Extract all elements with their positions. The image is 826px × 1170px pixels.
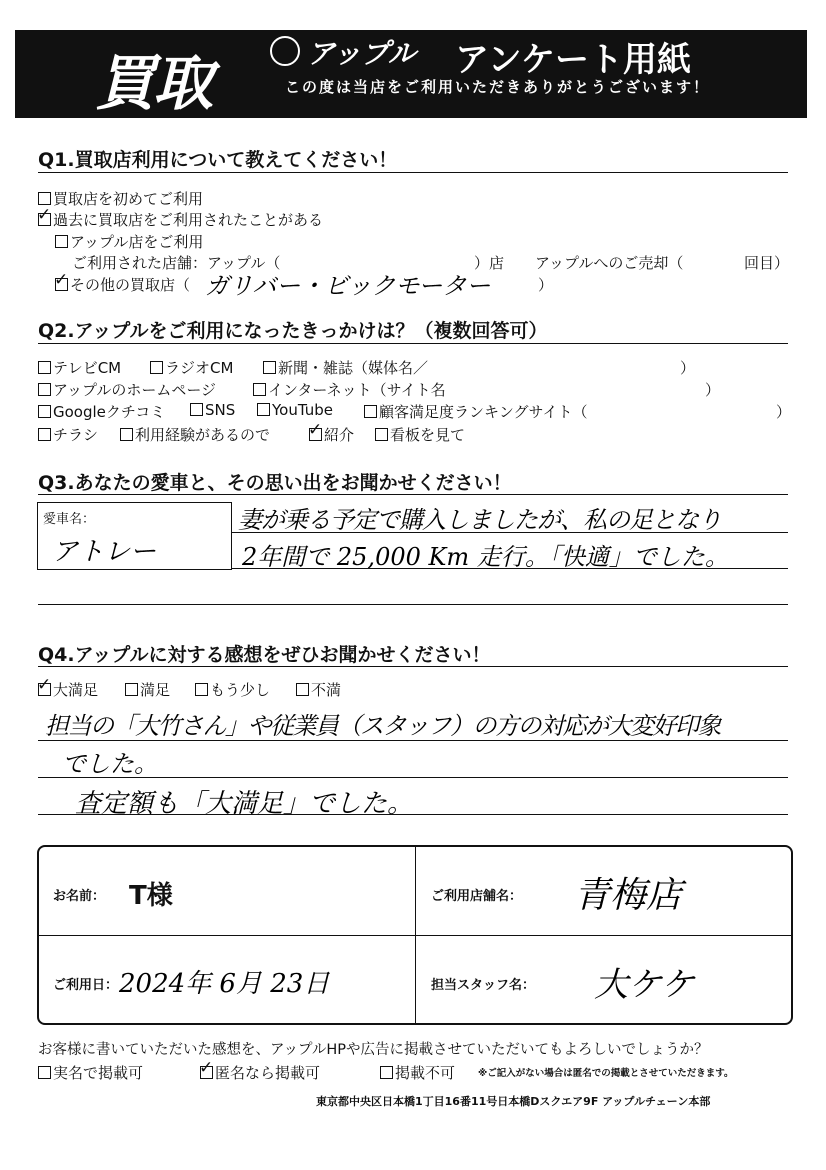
q3-write-line <box>38 604 788 605</box>
q2-option-internet[interactable]: インターネット（サイト名 <box>253 379 446 400</box>
q4-comment-line3: 査定額も「大満足」でした。 <box>75 789 414 819</box>
q3-rule <box>38 494 788 495</box>
apple-logo-icon <box>270 36 300 66</box>
customer-info-box <box>37 845 793 1025</box>
checkbox[interactable] <box>55 235 68 248</box>
q2-option-tv-cm[interactable]: テレビCM <box>38 357 121 378</box>
q4-write-line <box>38 777 788 778</box>
checkbox[interactable] <box>195 683 208 696</box>
q2-row1-close: ） <box>680 359 696 377</box>
q4-write-line <box>38 814 788 815</box>
q4-rule <box>38 666 788 667</box>
q1-option-apple-store[interactable]: アップル店をご利用 <box>55 231 203 252</box>
q1-visits-label: アップルへのご売却（ <box>535 254 684 272</box>
checkbox[interactable] <box>125 683 138 696</box>
consent-option-real-name[interactable]: 実名で掲載可 <box>38 1062 143 1083</box>
checkbox[interactable] <box>120 428 133 441</box>
q2-heading: Q2.アップルをご利用になったきっかけは？（複数回答可） <box>38 320 548 342</box>
q4-write-line <box>38 740 788 741</box>
q1-visits-suffix: 回目） <box>744 254 790 272</box>
q1-option-used-before[interactable]: ✓過去に買取店をご利用されたことがある <box>38 209 323 230</box>
q2-option-experience[interactable]: 利用経験があるので <box>120 424 270 445</box>
q4-comment-line2: でした。 <box>62 750 158 778</box>
q2-option-ranking[interactable]: 顧客満足度ランキングサイト（ <box>364 401 588 422</box>
info-divider <box>39 935 791 936</box>
q1-other-close: ） <box>538 276 554 294</box>
checkbox-checked[interactable] <box>38 683 51 696</box>
header-banner <box>15 30 807 118</box>
checkbox[interactable] <box>38 361 51 374</box>
checkbox-checked[interactable] <box>55 278 68 291</box>
q1-option-first-time[interactable]: 買取店を初めてご利用 <box>38 188 203 209</box>
q3-heading: Q3.あなたの愛車と、その思い出をお聞かせください！ <box>38 472 512 494</box>
q3-write-line <box>232 568 788 569</box>
checkbox[interactable] <box>257 403 270 416</box>
checkbox[interactable] <box>263 361 276 374</box>
header-title: アンケート用紙 <box>455 40 691 80</box>
date-value: 2024年 6月 23日 <box>119 969 330 999</box>
staff-value: 大ケケ <box>594 965 695 1005</box>
q2-option-referral[interactable]: ✓ 紹介 <box>309 424 354 445</box>
consent-question: お客様に書いていただいた感想を、アップルHPや広告に掲載させていただいてもよろしいでしょうか？ <box>38 1042 709 1058</box>
q2-row2-close: ） <box>705 381 721 399</box>
q4-comment-line1: 担当の「大竹さん」や従業員（スタッフ）の方の対応が大変好印象 <box>45 712 720 740</box>
q3-memory-line1: 妻が乗る予定で購入しましたが、私の足となり <box>238 506 721 534</box>
name-label: お名前： <box>53 889 106 904</box>
checkbox-checked[interactable] <box>200 1066 213 1079</box>
checkbox[interactable] <box>375 428 388 441</box>
q4-option-dissatisfied[interactable]: 不満 <box>296 679 341 700</box>
car-name-label: 愛車名： <box>43 512 96 527</box>
q1-store-line-suffix: ）店 <box>474 254 505 272</box>
car-name-value: アトレー <box>52 537 157 567</box>
car-name-box <box>37 502 232 570</box>
q3-write-line <box>232 532 788 533</box>
checkbox-checked[interactable] <box>309 428 322 441</box>
q1-heading: Q1.買取店利用について教えてください！ <box>38 149 398 171</box>
q2-option-signboard[interactable]: 看板を見て <box>375 424 465 445</box>
checkbox-checked[interactable] <box>38 213 51 226</box>
name-value: T様 <box>129 881 173 911</box>
staff-label: 担当スタッフ名： <box>431 978 536 993</box>
header-logo-text: アップル <box>307 37 416 70</box>
checkbox[interactable] <box>253 383 266 396</box>
q1-option-other-store[interactable]: ✓その他の買取店（ <box>55 274 190 295</box>
q2-row3-close: ） <box>776 403 792 421</box>
checkbox[interactable] <box>190 403 203 416</box>
checkbox[interactable] <box>38 192 51 205</box>
checkbox[interactable] <box>38 1066 51 1079</box>
checkbox[interactable] <box>150 361 163 374</box>
checkbox[interactable] <box>38 405 51 418</box>
q1-rule <box>38 172 788 173</box>
header-subtitle: この度は当店をご利用いただきありがとうございます！ <box>285 78 711 96</box>
q2-option-newspaper[interactable]: 新聞・雑誌（媒体名／ <box>263 357 428 378</box>
consent-option-anonymous[interactable]: ✓ 匿名なら掲載可 <box>200 1062 320 1083</box>
q3-memory-line2: 2年間で 25,000 Km 走行。「快適」でした。 <box>242 543 729 571</box>
q2-option-sns[interactable]: SNS <box>190 401 235 419</box>
q2-option-homepage[interactable]: アップルのホームページ <box>38 379 216 400</box>
checkbox[interactable] <box>380 1066 393 1079</box>
q4-heading: Q4.アップルに対する感想をぜひお聞かせください！ <box>38 644 491 666</box>
q2-option-google[interactable]: Googleクチコミ <box>38 401 165 422</box>
q2-option-flyer[interactable]: チラシ <box>38 424 98 445</box>
consent-note: ※ご記入がない場合は匿名での掲載とさせていただきます。 <box>478 1068 734 1079</box>
date-label: ご利用日： <box>53 978 119 993</box>
consent-option-not-allowed[interactable]: 掲載不可 <box>380 1062 455 1083</box>
q4-option-satisfied[interactable]: 満足 <box>125 679 170 700</box>
footer-address: 東京都中央区日本橋1丁目16番11号日本橋Dスクエア9F アップルチェーン本部 <box>316 1095 711 1108</box>
checkbox[interactable] <box>38 428 51 441</box>
q1-other-handwritten: ガリバー・ビックモーター <box>205 272 491 300</box>
q2-option-youtube[interactable]: YouTube <box>257 401 333 419</box>
q4-option-very-satisfied[interactable]: ✓大満足 <box>38 679 98 700</box>
store-value: 青梅店 <box>574 875 683 916</box>
checkbox[interactable] <box>364 405 377 418</box>
header-kaitori: 買取 <box>95 49 211 119</box>
q2-rule <box>38 343 788 344</box>
store-label: ご利用店舗名： <box>431 889 523 904</box>
checkbox[interactable] <box>38 383 51 396</box>
checkbox[interactable] <box>296 683 309 696</box>
q1-store-line-prefix: ご利用された店舗：アップル（ <box>72 254 281 272</box>
q4-option-a-bit-more[interactable]: もう少し <box>195 679 270 700</box>
q2-option-radio-cm[interactable]: ラジオCM <box>150 357 233 378</box>
